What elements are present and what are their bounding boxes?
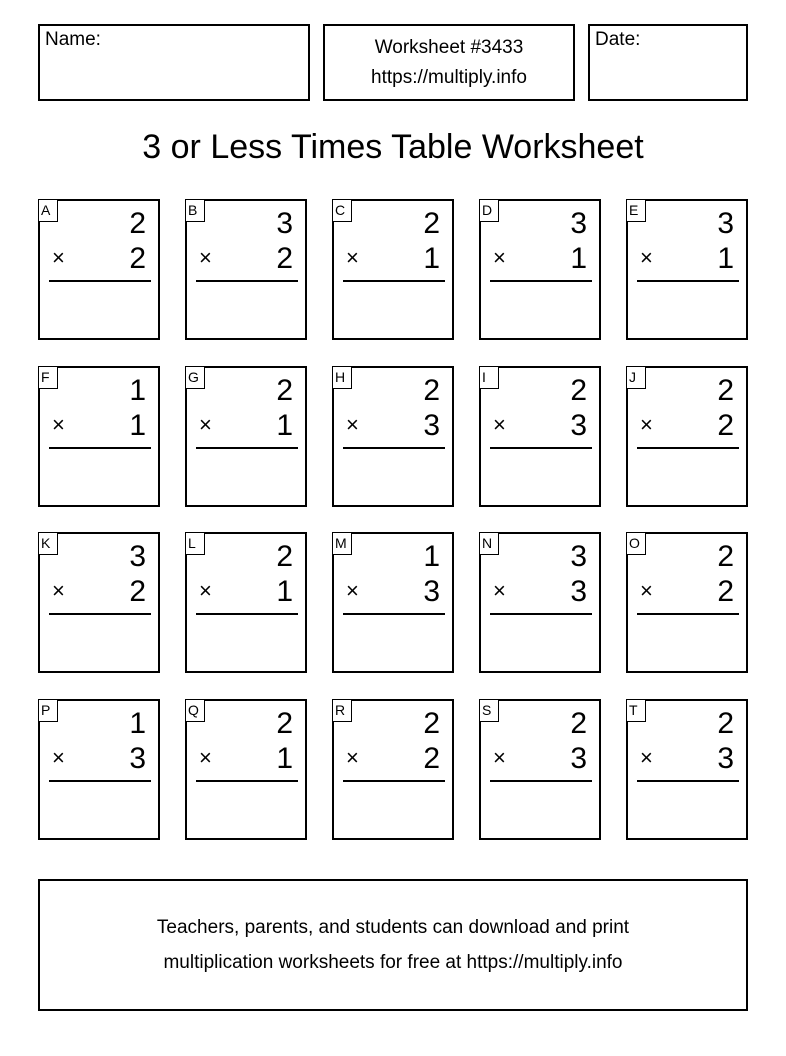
multiplicand: 3	[717, 207, 734, 240]
answer-line	[490, 780, 592, 782]
problem-card[interactable]	[185, 532, 307, 673]
answer-line	[49, 613, 151, 615]
footer-line-1: Teachers, parents, and students can download and print	[156, 917, 630, 938]
multiplicand: 2	[276, 707, 293, 740]
multiplicand: 1	[423, 540, 440, 573]
multiplicand: 3	[276, 207, 293, 240]
multiplier: 3	[570, 742, 587, 775]
problem-card[interactable]	[38, 699, 160, 840]
problem-card[interactable]	[38, 366, 160, 507]
problem-card[interactable]	[479, 366, 601, 507]
multiplier: 2	[129, 242, 146, 275]
times-sign: ×	[640, 578, 653, 603]
times-sign: ×	[52, 745, 65, 770]
problem-card[interactable]	[185, 199, 307, 340]
multiplier: 1	[276, 742, 293, 775]
multiplier: 2	[129, 575, 146, 608]
multiplicand: 2	[276, 374, 293, 407]
multiplicand: 1	[129, 374, 146, 407]
multiplicand: 2	[570, 374, 587, 407]
times-sign: ×	[346, 412, 359, 437]
answer-line	[490, 447, 592, 449]
problem-card[interactable]	[479, 699, 601, 840]
answer-line	[343, 280, 445, 282]
problem-card[interactable]	[38, 532, 160, 673]
problem-letter: S	[479, 699, 499, 722]
multiplier: 3	[717, 742, 734, 775]
problem-letter: C	[332, 199, 352, 222]
name-label: Name:	[45, 29, 101, 50]
multiplicand: 2	[717, 374, 734, 407]
multiplier: 3	[129, 742, 146, 775]
times-sign: ×	[52, 412, 65, 437]
problem-card[interactable]	[626, 699, 748, 840]
page-title: 3 or Less Times Table Worksheet	[142, 128, 644, 166]
multiplicand: 2	[423, 207, 440, 240]
multiplier: 3	[570, 575, 587, 608]
problem-card[interactable]	[332, 366, 454, 507]
answer-line	[490, 280, 592, 282]
multiplier: 1	[129, 409, 146, 442]
multiplier: 3	[423, 575, 440, 608]
multiplier: 3	[423, 409, 440, 442]
multiplicand: 2	[129, 207, 146, 240]
times-sign: ×	[346, 745, 359, 770]
problem-letter: J	[626, 366, 646, 389]
answer-line	[196, 447, 298, 449]
answer-line	[637, 280, 739, 282]
times-sign: ×	[493, 245, 506, 270]
problem-card[interactable]	[479, 199, 601, 340]
multiplier: 1	[717, 242, 734, 275]
multiplier: 1	[570, 242, 587, 275]
times-sign: ×	[493, 578, 506, 603]
multiplier: 2	[423, 742, 440, 775]
times-sign: ×	[52, 245, 65, 270]
answer-line	[343, 447, 445, 449]
multiplier: 2	[717, 575, 734, 608]
multiplicand: 2	[570, 707, 587, 740]
problem-card[interactable]	[38, 199, 160, 340]
times-sign: ×	[640, 745, 653, 770]
times-sign: ×	[640, 245, 653, 270]
problem-card[interactable]	[626, 366, 748, 507]
multiplier: 2	[717, 409, 734, 442]
worksheet-info-box	[323, 24, 575, 101]
problem-letter: T	[626, 699, 646, 722]
answer-line	[49, 280, 151, 282]
multiplicand: 3	[570, 207, 587, 240]
multiplicand: 3	[129, 540, 146, 573]
times-sign: ×	[199, 412, 212, 437]
problem-card[interactable]	[626, 532, 748, 673]
worksheet-number: Worksheet #3433	[374, 37, 524, 58]
answer-line	[49, 447, 151, 449]
problem-card[interactable]	[626, 199, 748, 340]
multiplicand: 1	[129, 707, 146, 740]
problem-letter: D	[479, 199, 499, 222]
multiplier: 2	[276, 242, 293, 275]
answer-line	[637, 613, 739, 615]
times-sign: ×	[199, 245, 212, 270]
name-field[interactable]	[38, 24, 310, 101]
problem-letter: F	[38, 366, 58, 389]
times-sign: ×	[346, 578, 359, 603]
problem-letter: A	[38, 199, 58, 222]
problem-letter: M	[332, 532, 352, 555]
date-label: Date:	[595, 29, 641, 50]
problem-card[interactable]	[185, 699, 307, 840]
multiplicand: 2	[423, 707, 440, 740]
problem-letter: P	[38, 699, 58, 722]
answer-line	[343, 780, 445, 782]
problem-card[interactable]	[479, 532, 601, 673]
problem-letter: Q	[185, 699, 205, 722]
problem-letter: B	[185, 199, 205, 222]
problem-card[interactable]	[332, 199, 454, 340]
multiplicand: 2	[717, 540, 734, 573]
answer-line	[637, 780, 739, 782]
multiplier: 1	[276, 409, 293, 442]
times-sign: ×	[199, 745, 212, 770]
answer-line	[490, 613, 592, 615]
problem-letter: I	[479, 366, 499, 389]
answer-line	[637, 447, 739, 449]
multiplier: 1	[423, 242, 440, 275]
problem-card[interactable]	[332, 699, 454, 840]
times-sign: ×	[493, 412, 506, 437]
multiplicand: 2	[717, 707, 734, 740]
answer-line	[196, 780, 298, 782]
multiplicand: 2	[276, 540, 293, 573]
times-sign: ×	[52, 578, 65, 603]
times-sign: ×	[199, 578, 212, 603]
answer-line	[343, 613, 445, 615]
times-sign: ×	[640, 412, 653, 437]
problem-card[interactable]	[332, 532, 454, 673]
worksheet-url: https://multiply.info	[371, 67, 527, 88]
multiplier: 1	[276, 575, 293, 608]
times-sign: ×	[493, 745, 506, 770]
problem-letter: L	[185, 532, 205, 555]
problem-letter: N	[479, 532, 499, 555]
problem-letter: R	[332, 699, 352, 722]
date-field[interactable]	[588, 24, 748, 101]
problem-letter: O	[626, 532, 646, 555]
problem-letter: K	[38, 532, 58, 555]
times-sign: ×	[346, 245, 359, 270]
problem-card[interactable]	[185, 366, 307, 507]
footer-line-2: multiplication worksheets for free at https://multiply.info	[163, 952, 623, 973]
multiplicand: 2	[423, 374, 440, 407]
problem-letter: H	[332, 366, 352, 389]
multiplicand: 3	[570, 540, 587, 573]
problem-letter: E	[626, 199, 646, 222]
problem-letter: G	[185, 366, 205, 389]
answer-line	[196, 280, 298, 282]
multiplier: 3	[570, 409, 587, 442]
answer-line	[196, 613, 298, 615]
answer-line	[49, 780, 151, 782]
footer-box	[38, 879, 748, 1011]
